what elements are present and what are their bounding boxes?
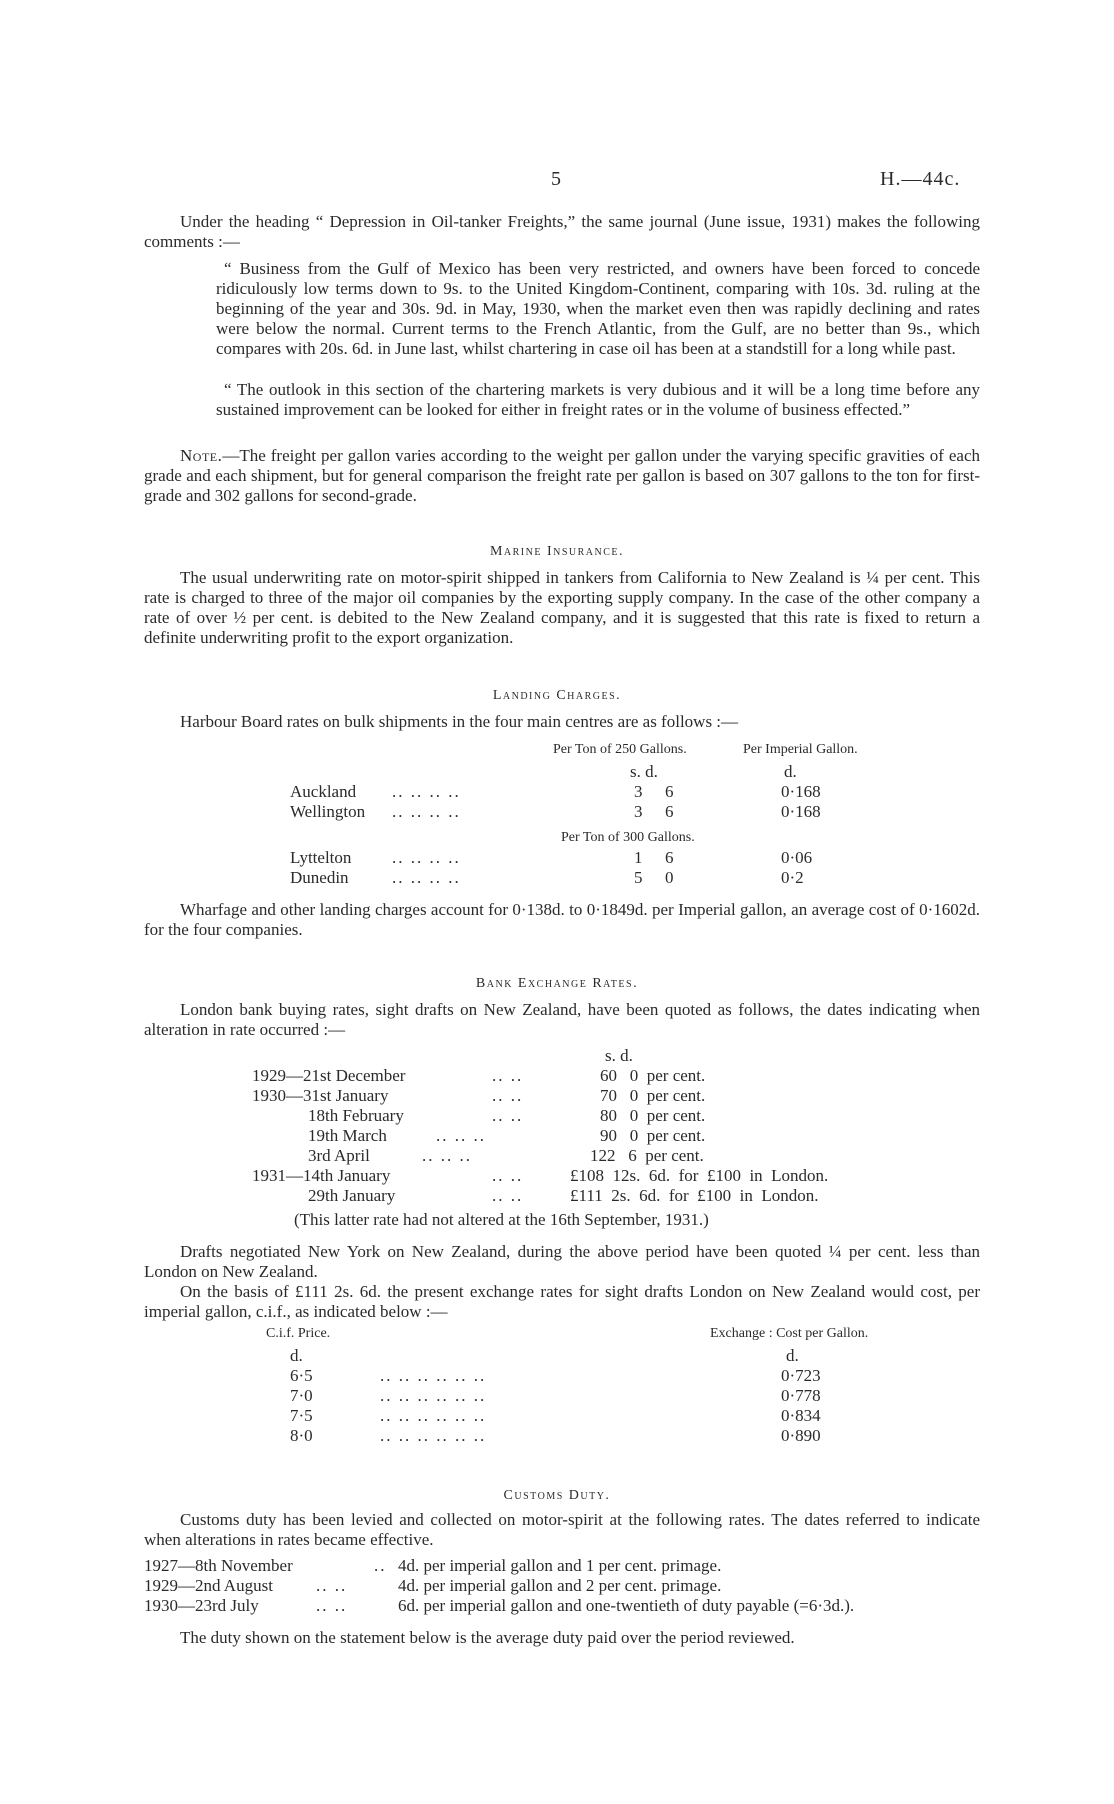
leader-dots: .. .. [492,1166,524,1185]
document-reference: H.—44c. [880,168,961,190]
leader-dots: .. .. [492,1186,524,1205]
leader-dots: .. [374,1556,387,1575]
leader-dots: .. .. .. .. .. .. [380,1426,487,1445]
intro-paragraph: Under the heading “ Depression in Oil-tanker Freights,” the same journal (June issue, 1931) makes the following comments :— [144,212,980,251]
leader-dots: .. .. [492,1086,524,1105]
exchange-cost: 0·723 [781,1366,821,1385]
bank-rate-value: 80 0 per cent. [600,1106,706,1125]
bank-sd-header: s. d. [605,1046,633,1065]
exchange-basis-paragraph: On the basis of £111 2s. 6d. the present exchange rates for sight drafts London on New Zealand would cost, per imperial gallon, c.i.f., as indicated below :— [144,1282,980,1321]
bank-rate-note: (This latter rate had not altered at the 16th September, 1931.) [294,1210,709,1229]
leader-dots: .. .. [316,1596,348,1615]
landing-row-place: Wellington [290,802,366,821]
quote-paragraph-1: “ Business from the Gulf of Mexico has been very restricted, and owners have been forced to concede ridiculously low terms down to 9s. to the United Kingdom-Continent, comparing with 10s. 3d. ruling at the beginning of the year and 30s. 9d. in May, 1930, when the market even then was rapidly declining and rates were below the normal. Current terms to the French Atlantic, from the Gulf, are no better than 9s., which compares with 20s. 6d. in June last, whilst chartering in case oil has been at a standstill for a long while past. [216,259,980,358]
leader-dots: .. .. .. .. .. .. [380,1386,487,1405]
leader-dots: .. .. .. .. [392,782,461,801]
leader-dots: .. .. [492,1106,524,1125]
bank-rate-value: 60 0 per cent. [600,1066,706,1085]
exchange-cost: 0·778 [781,1386,821,1405]
landing-col-header-1b: Per Ton of 300 Gallons. [561,830,695,845]
landing-row-per-gallon: 0·2 [781,868,804,887]
landing-row-place: Lyttelton [290,848,352,867]
note-text: —The freight per gallon varies according to the weight per gallon under the varying specific gravities of each grade and each shipment, but for general comparison the freight rate per gallon is based on 307 gallons to the ton for first-grade and 302 gallons for second-grade. [144,446,980,505]
bank-rate-date: 18th February [308,1106,404,1125]
leader-dots: .. .. .. [436,1126,486,1145]
landing-row-shillings: 3 [634,802,643,821]
customs-duty-heading: Customs Duty. [503,1488,611,1503]
leader-dots: .. .. .. .. .. .. [380,1366,487,1385]
landing-sd-header: s. d. [630,762,658,781]
marine-insurance-paragraph: The usual underwriting rate on motor-spirit shipped in tankers from California to New Zealand is ¼ per cent. This rate is charged to three of the major oil companies by the exporting supply company. In the case of the other company a rate of over ½ per cent. is debited to the New Zealand company, and it is suggested that this rate is fixed to return a definite underwriting profit to the export organization. [144,568,980,647]
landing-intro: Harbour Board rates on bulk shipments in the four main centres are as follows :— [180,712,739,731]
exchange-cost: 0·834 [781,1406,821,1425]
leader-dots: .. .. [316,1576,348,1595]
landing-row-per-gallon: 0·168 [781,802,821,821]
landing-row-shillings: 3 [634,782,643,801]
bank-rate-date: 19th March [308,1126,387,1145]
bank-rate-date: 3rd April [308,1146,370,1165]
leader-dots: .. .. .. [422,1146,472,1165]
cif-price: 7·5 [290,1406,313,1425]
landing-row-pence: 6 [665,782,674,801]
exchange-cost-header: Exchange : Cost per Gallon. [710,1326,869,1341]
customs-footer: The duty shown on the statement below is the average duty paid over the period reviewed. [180,1628,795,1647]
leader-dots: .. .. .. .. [392,848,461,867]
bank-rate-date: 29th January [308,1186,396,1205]
quote-paragraph-2: “ The outlook in this section of the chartering markets is very dubious and it will be a long time before any sustained improvement can be looked for either in freight rates or in the volume of business effected.” [216,380,980,419]
bank-rate-value: £108 12s. 6d. for £100 in London. [570,1166,829,1185]
landing-row-pence: 6 [665,848,674,867]
landing-row-place: Dunedin [290,868,349,887]
cif-price: 6·5 [290,1366,313,1385]
leader-dots: .. .. [492,1066,524,1085]
marine-insurance-heading: Marine Insurance. [489,544,625,559]
bank-rate-date: 1930—31st January [252,1086,389,1105]
leader-dots: .. .. .. .. [392,802,461,821]
leader-dots: .. .. .. .. [392,868,461,887]
bank-rate-value: £111 2s. 6d. for £100 in London. [570,1186,819,1205]
landing-row-per-gallon: 0·06 [781,848,813,867]
bank-rate-value: 122 6 per cent. [590,1146,704,1165]
leader-dots: .. .. .. .. .. .. [380,1406,487,1425]
landing-row-shillings: 1 [634,848,643,867]
customs-rate: 4d. per imperial gallon and 2 per cent. primage. [398,1576,722,1595]
customs-intro-paragraph: Customs duty has been levied and collected on motor-spirit at the following rates. The dates referred to indicate when alterations in rates became effective. [144,1510,980,1549]
note-label: Note. [180,446,223,465]
bank-rate-date: 1931—14th January [252,1166,391,1185]
bank-rate-value: 70 0 per cent. [600,1086,706,1105]
landing-row-place: Auckland [290,782,357,801]
landing-row-pence: 0 [665,868,674,887]
bank-intro-paragraph: London bank buying rates, sight drafts on New Zealand, have been quoted as follows, the dates indicating when alteration in rate occurred :— [144,1000,980,1039]
cif-price: 7·0 [290,1386,313,1405]
new-york-drafts-paragraph: Drafts negotiated New York on New Zealand, during the above period have been quoted ¼ per cent. less than London on New Zealand. [144,1242,980,1281]
landing-col-header-1: Per Ton of 250 Gallons. [553,742,687,757]
page-number: 5 [551,168,561,190]
exchange-d-header: d. [786,1346,799,1365]
cif-price: 8·0 [290,1426,313,1445]
wharfage-paragraph: Wharfage and other landing charges account for 0·138d. to 0·1849d. per Imperial gallon, an average cost of 0·1602d. for the four companies. [144,900,980,939]
customs-rate: 6d. per imperial gallon and one-twentieth of duty payable (=6·3d.). [398,1596,855,1615]
bank-exchange-heading: Bank Exchange Rates. [475,976,639,991]
landing-charges-heading: Landing Charges. [492,688,622,703]
note-paragraph [144,446,980,506]
cif-d-header: d. [290,1346,303,1365]
landing-row-shillings: 5 [634,868,643,887]
landing-row-pence: 6 [665,802,674,821]
bank-rate-value: 90 0 per cent. [600,1126,706,1145]
landing-d-header: d. [784,762,797,781]
customs-date: 1927—8th November [144,1556,293,1575]
bank-rate-date: 1929—21st December [252,1066,406,1085]
cif-price-header: C.i.f. Price. [266,1326,331,1341]
customs-date: 1929—2nd August [144,1576,273,1595]
customs-rate: 4d. per imperial gallon and 1 per cent. primage. [398,1556,722,1575]
landing-row-per-gallon: 0·168 [781,782,821,801]
exchange-cost: 0·890 [781,1426,821,1445]
landing-col-header-2: Per Imperial Gallon. [743,742,858,757]
customs-date: 1930—23rd July [144,1596,259,1615]
